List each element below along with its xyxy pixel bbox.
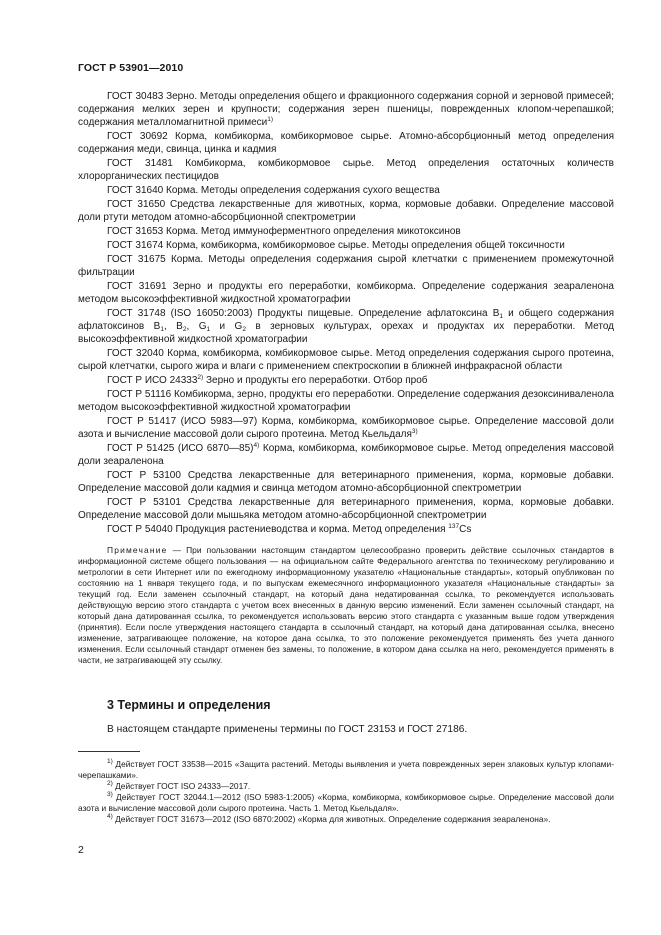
reference-item: ГОСТ 31640 Корма. Методы определения содержания сухого вещества — [107, 185, 440, 197]
reference-item: ГОСТ 31481 Комбикорма, комбикормовое сырье. Метод определения остаточных количеств хлорорганических пестицидов — [78, 158, 614, 183]
section-paragraph: В настоящем стандарте применены термины по ГОСТ 23153 и ГОСТ 27186. — [107, 724, 468, 735]
footnote-divider — [78, 751, 140, 752]
references-note — [78, 545, 614, 667]
reference-item: ГОСТ 31675 Корма. Методы определения содержания сырой клетчатки с применением промежуточной фильтрации — [78, 253, 614, 278]
section-heading: 3 Термины и определения — [107, 698, 271, 712]
document-header: ГОСТ Р 53901—2010 — [78, 62, 184, 74]
footnote: $^{3)}$ Действует ГОСТ 32044.1—2012 (ISO 5983-1:2005) «Корма, комбикорма, комбикормовое сырье. Определение массовой доли азота и вычисление массовой доли сырого протеина. Часть 1. Метод Кьельдаля». — [78, 791, 614, 814]
reference-item: ГОСТ Р 51425 (ИСО 6870—85)$^{4)}$ Корма, комбикорма, комбикормовое сырье. Метод определения массовой доли зеараленона — [78, 441, 615, 467]
reference-item: ГОСТ 31691 Зерно и продукты его переработки, комбикорма. Определение содержания зеараленона методом высокоэффективной жидкостной хроматографии — [78, 280, 614, 305]
reference-item: ГОСТ 31748 (ISO 16050:2003) Продукты пищевые. Определение афлатоксина $В_1$ и общего содержания афлатоксинов $В_1$, $В_2$, $G_1$ и $G_2$ в зерновых культурах, орехах и продуктах их переработки. Метод высокоэффективной жидкостной хроматографии — [78, 307, 615, 345]
reference-item: ГОСТ 31653 Корма. Метод иммуноферментного определения микотоксинов — [107, 226, 461, 237]
normative-references-list — [78, 90, 614, 536]
footnote: $^{2)}$ Действует ГОСТ ISO 24333—2017. — [107, 780, 251, 792]
reference-item: ГОСТ Р ИСО 24333$^{2)}$ Зерно и продукты его переработки. Отбор проб — [107, 373, 428, 386]
reference-item: ГОСТ Р 53100 Средства лекарственные для ветеринарного применения, корма, кормовые добавки. Определение массовой доли кадмия и свинца методом атомно-абсорбционной спектрометрии — [78, 469, 614, 494]
reference-item: ГОСТ 32040 Корма, комбикорма, комбикормовое сырье. Метод определения содержания сырого протеина, сырой клетчатки, сырого жира и влаги с применением спектроскопии в ближней инфракрасной области — [78, 347, 614, 372]
footnotes — [78, 759, 614, 825]
reference-item: ГОСТ Р 53101 Средства лекарственные для ветеринарного применения, корма, кормовые добавки. Определение массовой доли мышьяка методом атомно-абсорбционной спектрометрии — [78, 496, 614, 521]
reference-item: ГОСТ Р 51417 (ИСО 5983—97) Корма, комбикорма, комбикормовое сырье. Определение массовой доли азота и вычисление массовой доли сырого протеина. Метод Кьельдаля$^{3)}$ — [78, 415, 614, 440]
footnote: $^{4)}$ Действует ГОСТ 31673—2012 (ISO 6870:2002) «Корма для животных. Определение содержания зеараленона». — [107, 813, 551, 825]
reference-item: ГОСТ Р 54040 Продукция растениеводства и корма. Метод определения $^{137}$Cs — [107, 522, 472, 535]
reference-item: ГОСТ 31674 Корма, комбикорма, комбикормовое сырье. Методы определения общей токсичности — [107, 239, 565, 251]
reference-item: ГОСТ Р 51116 Комбикорма, зерно, продукты его переработки. Определение содержания дезоксиниваленола методом высокоэффективной жидкостной хроматографии — [78, 388, 614, 413]
note-text: — При пользовании настоящим стандартом целесообразно проверить действие ссылочных стандартов в информационной системе общего пользования — на официальном сайте Федерального агентства по техническому регулированию и метрологии в сети Интернет или по ежегодному информационному указателю «Национальные стандарты», который опубликован по состоянию на 1 января текущего года, и по выпускам ежемесячного информационного указателя «Национальные стандарты» за текущий год. Если заменен ссылочный стандарт, на который дана недатированная ссылка, то рекомендуется использовать действующую версию этого стандарта с учетом всех внесенных в данную версию изменений. Если заменен ссылочный стандарт, на который дана датированная ссылка, то рекомендуется использовать версию этого стандарта с указанным выше годом утверждения (принятия). Если после утверждения настоящего стандарта в ссылочный стандарт, на который дана датированная ссылка, внесено изменение, затрагивающее положение, на которое дана ссылка, то это положение рекомендуется применять без учета данного изменения. Если ссылочный стандарт отменен без замены, то положение, в котором дана ссылка на него, рекомендуется применять в части, не затрагивающей эту ссылку. — [78, 545, 614, 666]
reference-item: ГОСТ 30483 Зерно. Методы определения общего и фракционного содержания сорной и зерновой примесей; содержания мелких зерен и крупности; содержания зерен пшеницы, поврежденных клопом-черепашкой; содержания металломагнитной примеси$^{1)}$ — [78, 91, 614, 129]
reference-item: ГОСТ 30692 Корма, комбикорма, комбикормовое сырье. Атомно-абсорбционный метод определения содержания меди, свинца, цинка и кадмия — [78, 131, 614, 156]
reference-item: ГОСТ 31650 Средства лекарственные для животных, корма, кормовые добавки. Определение массовой доли ртути методом атомно-абсорбционной спектрометрии — [78, 199, 614, 224]
footnote: $^{1)}$ Действует ГОСТ 33538—2015 «Защита растений. Методы выявления и учета поврежденных зерен злаковых культур клопами-черепашками». — [78, 758, 614, 781]
page-number: 2 — [78, 844, 84, 856]
note-label: Примечание — [107, 545, 168, 555]
